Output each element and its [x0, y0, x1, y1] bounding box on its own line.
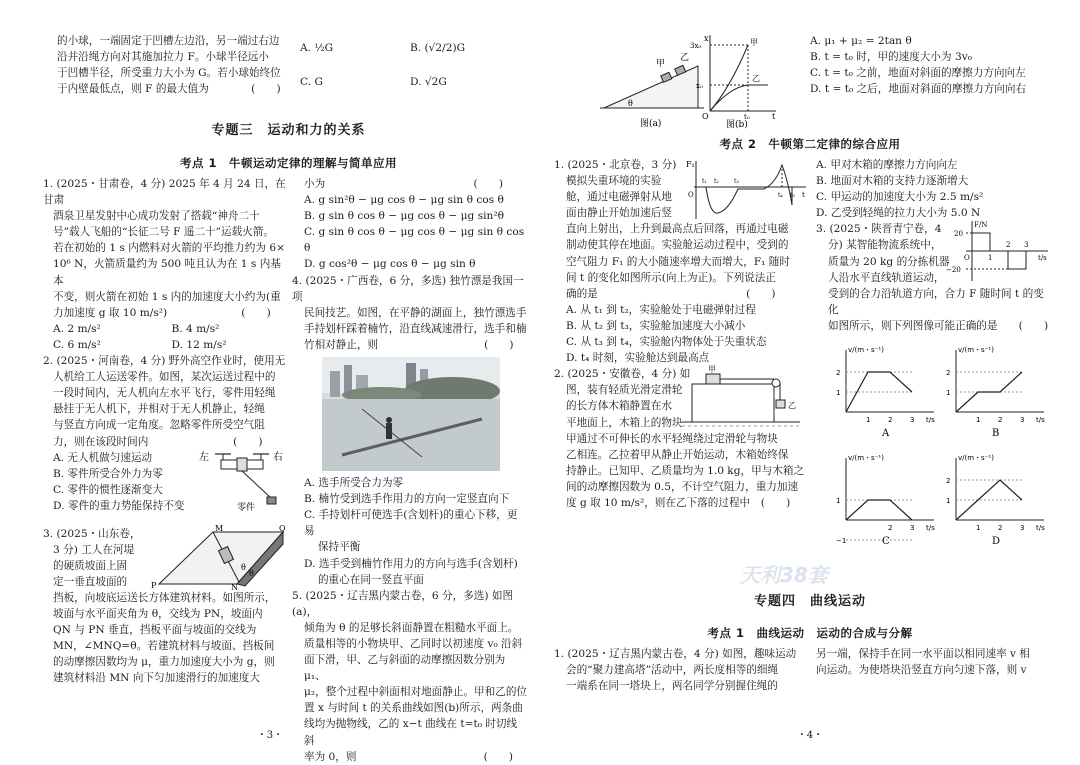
label-n: N	[231, 582, 238, 592]
label-1: 1	[988, 254, 993, 263]
text-line: 5. (2025・辽吉黑内蒙古卷，6 分，多选) 如图(a)，	[292, 589, 514, 618]
text-line: 1. (2025・甘肃卷，4 分) 2025 年 4 月 24 日，在甘肃	[43, 178, 286, 207]
label-m: M	[215, 523, 224, 533]
y-tick-label: 1	[946, 389, 951, 398]
slope-figure	[151, 523, 289, 592]
y-tick-label: 1	[946, 497, 951, 506]
text-line: 另一端，保持手在同一水平面以相同速率 v 相	[816, 648, 1030, 660]
fig-a-label: 图(a)	[640, 119, 662, 129]
y-axis-label: v/(m・s⁻¹)	[848, 454, 884, 463]
text-line: 力加速度 g 取 10 m/s²) ( )	[53, 306, 271, 319]
text-line: 空气阻力 F₁ 的大小随速率增大而增大，F₁ 随时	[566, 255, 790, 268]
page-number: ・3・	[256, 729, 284, 741]
option-b: B. t = t₀ 时，甲的速度大小为 3v₀	[810, 51, 972, 64]
option-c: C. 零件的惯性逐渐变大	[53, 483, 163, 496]
label-t: t	[772, 112, 776, 121]
text-line: 如图所示，则下列图像可能正确的是 ( )	[828, 319, 1049, 332]
option-b: B. g sin θ cos θ − μg cos θ − μg sin²θ	[304, 210, 504, 223]
text-line: 的小球，一端固定于凹槽左边沿，另一端过右边	[57, 35, 280, 47]
chart-caption: D	[992, 536, 1001, 548]
middle-column	[292, 176, 527, 765]
bamboo-rafting-photo	[322, 357, 500, 471]
question-2	[43, 353, 290, 526]
top-options	[300, 40, 520, 90]
label-origin: O	[964, 254, 970, 263]
option-d: D. g cos²θ − μg cos θ − μg sin θ	[304, 258, 476, 271]
option-b: B. 从 t₂ 到 t₃，实验舱加速度大小减小	[566, 319, 746, 332]
text-line: 质量为 20 kg 的分拣机器	[828, 255, 950, 268]
text-line: 面由静止开始加速后竖	[566, 207, 672, 220]
text-line: 倾角为 θ 的足够长斜面静置在粗糙水平面上。	[304, 621, 519, 634]
label-3x0: 3x₀	[690, 42, 702, 50]
label-2: 2	[1006, 241, 1011, 250]
text-line: 3. (2025・陕晋青宁卷，4	[816, 223, 942, 236]
label-t5: t₅	[790, 192, 795, 199]
right-left-column	[554, 157, 812, 511]
text-line: 置 x 与时间 t 的关系曲线如图(b)所示，两条曲	[304, 702, 523, 715]
y-tick-label: 1	[836, 497, 841, 506]
text-line: 力，则在该段时间内 ( )	[53, 435, 263, 448]
subsection-4-title: 考点 1 曲线运动 运动的合成与分解	[707, 626, 913, 640]
option-a: A. 甲对木箱的摩擦力方向向左	[816, 159, 958, 171]
text-line: 的动摩擦因数均为 μ，重力加速度大小为 g，则	[53, 656, 275, 669]
option-c: C. 手持划杆可使选手(含划杆)的重心下移，更易	[304, 509, 518, 538]
text-line: 模拟失重环境的实验	[566, 175, 662, 188]
y-axis-label: v/(m・s⁻¹)	[958, 346, 994, 355]
option-b: B. 4 m/s²	[171, 322, 220, 335]
right-page	[540, 0, 1080, 749]
text-line: 率为 0，则 ( )	[304, 750, 514, 763]
text-line: 线均为抛物线，乙的 x−t 曲线在 t=t₀ 时切线斜	[304, 718, 518, 747]
text-line: 10⁶ N，火箭质量约为 500 吨且认为在 1 s 内基本	[53, 258, 281, 287]
subsection-title: 考点 1 牛顿运动定律的理解与简单应用	[179, 156, 397, 170]
text-line: 的硬质坡面上固	[53, 559, 128, 572]
option-c: C. 甲运动的加速度大小为 2.5 m/s²	[816, 191, 984, 204]
text-line: 度 g 取 10 m/s²，则在乙下落的过程中 ( )	[566, 496, 791, 509]
label-x0: x₀	[696, 82, 703, 90]
option-c: C. G	[300, 76, 323, 89]
text-line: 悬挂于无人机下，并相对于无人机静止，轻绳	[53, 403, 265, 416]
text-line: 挡板，向坡底运送长方体建筑材料。如图所示，	[53, 591, 276, 604]
text-line: 向运动。为使塔块沿竖直方向匀速下落，则 v	[816, 664, 1027, 677]
left-label: 左	[199, 451, 209, 463]
text-line: 面下滑，甲、乙与斜面的动摩擦因数分别为 μ₁、	[304, 654, 506, 683]
x-tick-label: 2	[888, 524, 893, 533]
option-d-cont: 的重心在同一竖直平面	[304, 573, 424, 586]
text-line: 手持划杆踩着楠竹，沿直线减速滑行，选手和楠	[304, 322, 527, 335]
text-line: 确的是 ( )	[566, 287, 776, 300]
label-theta: θ	[249, 568, 254, 578]
label-yi: 乙	[788, 401, 796, 411]
y-axis-label: v/(m・s⁻¹)	[958, 454, 994, 463]
text-line: 一端系在同一塔块上，两名同学分别握住绳的	[566, 680, 778, 693]
label-ts: t/s	[1038, 254, 1047, 263]
chart-caption: B	[992, 428, 1000, 440]
option-a: A. 无人机做匀速运动	[53, 451, 153, 464]
text-line: 酒泉卫星发射中心成功发射了搭载“神舟二十	[53, 210, 260, 223]
question-3	[43, 523, 290, 687]
label-yi: 乙	[752, 74, 760, 83]
page-number: ・4・	[796, 729, 824, 741]
text-line: QN 与 PN 垂直，挡板平面与坡面的交线为	[53, 624, 257, 637]
text-line: 号”载人飞船的“长征二号 F 遥二十”运载火箭。	[53, 226, 275, 239]
section-title: 专题三 运动和力的关系	[211, 123, 366, 138]
option-d: D. 选手受到楠竹作用力的方向与选手(含划杆)	[304, 557, 518, 570]
question-1	[43, 176, 290, 353]
option-b: B. 地面对木箱的支持力逐渐增大	[816, 175, 969, 188]
left-column	[43, 176, 290, 687]
chart-caption: A	[882, 428, 890, 440]
option-a: A. ½G	[300, 42, 334, 54]
option-a: A. g sin²θ − μg cos θ − μg sin θ cos θ	[304, 194, 504, 207]
text-line: 竹相对静止，则 ( )	[304, 338, 514, 351]
text-line: 制动使其停在地面。实验舱运动过程中，受到的	[566, 239, 789, 252]
option-d: D. t = t₀ 之后，地面对斜面的摩擦力方向向右	[810, 83, 1027, 96]
label-t3: t₃	[734, 178, 739, 185]
text-line: 一段时间内，无人机向左水平飞行，零件用轻绳	[53, 387, 276, 400]
top-text-block	[57, 33, 287, 97]
text-line: 于内壁最低点，则 F 的最大值为 ( )	[57, 83, 281, 96]
text-line: 舱，通过电磁弹射从地	[566, 191, 672, 204]
text-line: 图，装有轻质光滑定滑轮	[566, 384, 683, 397]
option-c: C. g sin θ cos θ − μg cos θ − μg sin θ cos θ	[304, 226, 525, 255]
label-f1: F₁	[686, 160, 695, 169]
text-line: 受到的合力沿轨道方向，合力 F 随时间 t 的变化	[828, 287, 1044, 316]
box-pulley-figure	[682, 366, 802, 430]
x-tick-label: 1	[976, 416, 981, 425]
text-line: 2. (2025・安徽卷，4 分) 如	[554, 368, 691, 381]
label-3: 3	[1024, 241, 1029, 250]
label-yi: 乙	[680, 53, 690, 63]
label-neg20: −20	[946, 266, 961, 275]
label-p: P	[151, 580, 157, 590]
q5-options	[810, 33, 1040, 97]
text-line: 沿并沿绳方向对其施加拉力 F。小球半径远小	[57, 51, 269, 64]
label-20: 20	[954, 230, 963, 239]
option-b: B. 楠竹受到选手作用力的方向一定竖直向下	[304, 493, 510, 506]
text-line: 质量相等的小物块甲、乙同时以初速度 v₀ 沿斜	[304, 637, 523, 650]
label-jia: 甲	[750, 38, 758, 47]
y-axis-label: v/(m・s⁻¹)	[848, 346, 884, 355]
label-theta: θ	[628, 99, 633, 108]
y-tick-label: 2	[946, 477, 951, 486]
x-axis-label: t/s	[1036, 416, 1045, 425]
text-line: 甲通过不可伸长的水平轻绳绕过定滑轮与物块	[566, 432, 778, 445]
x-axis-label: t/s	[926, 524, 935, 533]
drone-figure	[193, 446, 288, 516]
x-tick-label: 1	[866, 416, 871, 425]
text-line: 的长方体木箱静置在水	[566, 400, 672, 413]
x-tick-label: 2	[998, 416, 1003, 425]
option-d: D. √2G	[410, 76, 447, 89]
text-line: 2. (2025・河南卷，4 分) 野外高空作业时，使用无	[43, 355, 286, 368]
x-tick-label: 3	[1020, 416, 1025, 425]
text-line: 于凹槽半径，所受重力大小为 G。若小球始终位	[57, 67, 281, 80]
text-line: 分) 某智能物流系统中，	[828, 239, 942, 252]
left-page	[0, 0, 540, 763]
label-jia: 甲	[708, 365, 716, 375]
option-c: C. 6 m/s²	[53, 338, 101, 351]
option-d: D. 零件的重力势能保持不变	[53, 499, 185, 512]
label-origin: O	[702, 112, 709, 121]
text-line: 间的动摩擦因数为 0.5，不计空气阻力，重力加速	[566, 480, 799, 493]
right-label: 右	[273, 451, 283, 463]
label-t2: t₂	[714, 178, 719, 185]
force-time-graph	[684, 159, 810, 223]
option-c: C. 从 t₃ 到 t₄，实验舱内物体处于失重状态	[566, 336, 767, 349]
text-line: 与竖直方向成一定角度。忽略零件所受空气阻	[53, 419, 265, 432]
text-line: μ₂，整个过程中斜面相对地面静止。甲和乙的位	[304, 686, 528, 699]
x-tick-label: 3	[1020, 524, 1025, 533]
text-line: 4. (2025・广西卷，6 分，多选) 独竹漂是我国一项	[292, 274, 524, 303]
text-line: 会的“聚力建高塔”活动中，两长度相等的细绳	[566, 664, 779, 677]
y-tick-label: −1	[836, 537, 847, 546]
option-d: D. t₄ 时刻，实验舱达到最高点	[566, 352, 710, 365]
text-line: 人机给工人运送零件。如图，某次运送过程中的	[53, 371, 276, 384]
text-line: 乙相连。乙拉着甲从静止开始运动，木箱始终保	[566, 448, 789, 461]
x-tick-label: 1	[976, 524, 981, 533]
x-axis-label: t/s	[926, 416, 935, 425]
text-line: 定一垂直坡面的	[53, 575, 128, 588]
text-line: 若在初始的 1 s 内燃料对火箭的平均推力约为 6×	[53, 242, 285, 255]
label-t4: t₄	[778, 192, 783, 199]
option-b: B. (√2/2)G	[410, 42, 466, 54]
text-line: 1. (2025・北京卷，3 分)	[554, 159, 677, 171]
text-line: 坡面与水平面夹角为 θ，交线为 PN，坡面内	[53, 608, 263, 621]
force-step-graph	[944, 219, 1052, 285]
label-origin: O	[688, 191, 694, 199]
part-label: 零件	[237, 502, 256, 513]
label-jia: 甲	[656, 59, 666, 69]
text-line: 1. (2025・辽吉黑内蒙古卷，4 分) 如图，趣味运动	[554, 648, 797, 660]
vt-option-charts	[816, 338, 1052, 562]
x-tick-label: 3	[910, 416, 915, 425]
label-t: t	[802, 191, 805, 199]
y-tick-label: 2	[836, 369, 841, 378]
option-a: A. 从 t₁ 到 t₂，实验舱处于电磁弹射过程	[566, 303, 756, 316]
text-line: 人沿水平直线轨道运动，	[828, 271, 945, 284]
subsection-2-title: 考点 2 牛顿第二定律的综合应用	[719, 137, 901, 151]
x-tick-label: 3	[910, 524, 915, 533]
text-line: 持静止。已知甲、乙质量均为 1.0 kg，甲与木箱之	[566, 464, 805, 477]
option-a: A. 选手所受合力为零	[304, 477, 404, 490]
label-x: x	[704, 34, 709, 43]
option-d: D. 乙受到轻绳的拉力大小为 5.0 N	[816, 207, 981, 220]
fig-b-label: 图(b)	[726, 120, 748, 130]
right-right-column	[816, 157, 1052, 562]
text-line: 小为 ( )	[304, 178, 503, 190]
text-line: MN，∠MNQ=θ。若建筑材料与坡面、挡板间	[53, 640, 275, 653]
section-4-title: 专题四 曲线运动	[753, 594, 866, 609]
chart-caption: C	[882, 536, 890, 548]
text-line: 建筑材料沿 MN 向下匀加速滑行的加速度大	[53, 672, 260, 685]
label-t0: t₀	[744, 113, 750, 121]
option-a: A. μ₁ + μ₂ = 2tan θ	[810, 35, 912, 47]
label-t1: t₁	[702, 178, 707, 185]
x-tick-label: 2	[888, 416, 893, 425]
vt-line	[846, 500, 912, 520]
text-line: 直向上射出，上升到最高点后回落，再通过电磁	[566, 223, 789, 236]
text-line: 3 分) 工人在河堤	[53, 543, 135, 556]
bottom-question-left	[554, 646, 812, 694]
option-c: C. t = t₀ 之前，地面对斜面的摩擦力方向向左	[810, 67, 1026, 80]
bottom-question-right	[816, 646, 1052, 678]
y-tick-label: 1	[836, 389, 841, 398]
text-line: 民间技艺。如图，在平静的湖面上，独竹漂选手	[304, 306, 527, 319]
text-line: 间 t 的变化如图所示(向上为正)。下列说法正	[566, 271, 776, 284]
xt-graph-figure-b	[690, 33, 780, 129]
label-theta: θ	[241, 562, 246, 572]
question-r2	[554, 366, 812, 511]
text-line: 平地面上，木箱上的物块	[566, 416, 683, 429]
label-q: Q	[279, 523, 286, 533]
x-axis-label: t/s	[1036, 524, 1045, 533]
text-line: 3. (2025・山东卷，	[43, 527, 141, 540]
watermark: 天利38套	[740, 563, 828, 587]
option-b: B. 零件所受合外力为零	[53, 467, 163, 480]
option-a: A. 2 m/s²	[53, 322, 101, 335]
x-tick-label: 2	[998, 524, 1003, 533]
option-d: D. 12 m/s²	[171, 338, 227, 351]
option-c-cont: 保持平衡	[304, 541, 361, 554]
y-tick-label: 2	[946, 369, 951, 378]
question-r3	[816, 221, 1052, 334]
text-line: 不变，则火箭在初始 1 s 内的加速度大小约为(重	[53, 290, 281, 303]
question-r1	[554, 157, 812, 366]
label-fn: F/N	[974, 221, 988, 230]
